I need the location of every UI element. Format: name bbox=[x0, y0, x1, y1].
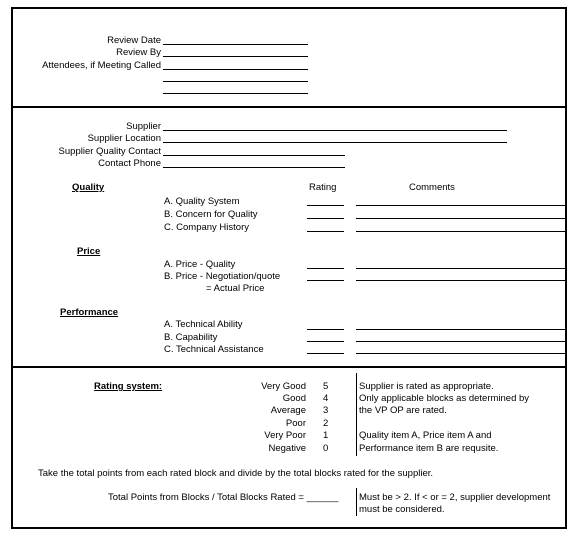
quality-item-a: A. Quality System bbox=[164, 196, 240, 207]
review-date-label: Review Date bbox=[107, 35, 161, 46]
performance-item-a: A. Technical Ability bbox=[164, 319, 243, 330]
scale-label: Negative bbox=[268, 443, 306, 454]
attendees-field-2[interactable] bbox=[163, 81, 308, 82]
price-heading: Price bbox=[77, 246, 101, 257]
scale-value: 5 bbox=[323, 381, 329, 392]
supplier-field[interactable] bbox=[163, 130, 507, 131]
scale-value: 2 bbox=[323, 418, 329, 429]
supplier-location-label: Supplier Location bbox=[87, 133, 161, 144]
instruction-text: Take the total points from each rated block and divide by the total blocks rated for the supplier. bbox=[38, 468, 434, 479]
scale-label: Very Poor bbox=[264, 430, 306, 441]
contact-phone-field[interactable] bbox=[163, 167, 345, 168]
performance-heading: Performance bbox=[60, 307, 119, 318]
price-a-comment-field[interactable] bbox=[356, 268, 566, 269]
quality-contact-label: Supplier Quality Contact bbox=[58, 146, 161, 157]
quality-heading: Quality bbox=[72, 182, 105, 193]
performance-a-rating-field[interactable] bbox=[307, 329, 344, 330]
performance-b-rating-field[interactable] bbox=[307, 341, 344, 342]
scale-label: Good bbox=[282, 393, 306, 404]
price-b-rating-field[interactable] bbox=[307, 280, 344, 281]
price-a-rating-field[interactable] bbox=[307, 268, 344, 269]
scale-value: 0 bbox=[323, 443, 329, 454]
quality-a-comment-field[interactable] bbox=[356, 205, 566, 206]
scale-label: Average bbox=[270, 405, 306, 416]
contact-phone-label: Contact Phone bbox=[98, 158, 161, 169]
rating-system-heading: Rating system: bbox=[94, 381, 163, 392]
price-actual: = Actual Price bbox=[206, 283, 265, 294]
rating-note: Performance item B are requsite. bbox=[359, 443, 499, 454]
rating-note: Supplier is rated as appropriate. bbox=[359, 381, 494, 392]
quality-b-comment-field[interactable] bbox=[356, 218, 566, 219]
performance-c-comment-field[interactable] bbox=[356, 353, 566, 354]
comments-column-header: Comments bbox=[409, 182, 455, 193]
formula-text: Total Points from Blocks / Total Blocks Rated = ______ bbox=[108, 492, 339, 503]
must-be-text: must be considered. bbox=[359, 504, 445, 515]
notes-divider bbox=[356, 373, 357, 456]
performance-c-rating-field[interactable] bbox=[307, 353, 344, 354]
attendees-label: Attendees, if Meeting Called bbox=[42, 60, 161, 71]
performance-item-b: B. Capability bbox=[164, 332, 218, 343]
review-date-field[interactable] bbox=[163, 44, 308, 45]
rating-note: Only applicable blocks as determined by bbox=[359, 393, 530, 404]
scale-value: 3 bbox=[323, 405, 329, 416]
quality-c-rating-field[interactable] bbox=[307, 231, 344, 232]
supplier-label: Supplier bbox=[126, 121, 161, 132]
price-item-b: B. Price - Negotiation/quote bbox=[164, 271, 281, 282]
performance-a-comment-field[interactable] bbox=[356, 329, 566, 330]
attendees-field-1[interactable] bbox=[163, 69, 308, 70]
quality-item-c: C. Company History bbox=[164, 222, 249, 233]
scale-label: Very Good bbox=[261, 381, 306, 392]
rating-note: Quality item A, Price item A and bbox=[359, 430, 492, 441]
review-by-field[interactable] bbox=[163, 56, 308, 57]
footer-divider bbox=[356, 488, 357, 516]
quality-contact-field[interactable] bbox=[163, 155, 345, 156]
must-be-text: Must be > 2. If < or = 2, supplier development bbox=[359, 492, 551, 503]
rating-note: the VP OP are rated. bbox=[359, 405, 447, 416]
review-by-label: Review By bbox=[116, 47, 161, 58]
quality-a-rating-field[interactable] bbox=[307, 205, 344, 206]
performance-b-comment-field[interactable] bbox=[356, 341, 566, 342]
price-item-a: A. Price - Quality bbox=[164, 259, 236, 270]
quality-item-b: B. Concern for Quality bbox=[164, 209, 258, 220]
quality-c-comment-field[interactable] bbox=[356, 231, 566, 232]
scale-label: Poor bbox=[285, 418, 306, 429]
quality-b-rating-field[interactable] bbox=[307, 218, 344, 219]
performance-item-c: C. Technical Assistance bbox=[164, 344, 264, 355]
scale-value: 4 bbox=[323, 393, 329, 404]
price-b-comment-field[interactable] bbox=[356, 280, 566, 281]
attendees-field-3[interactable] bbox=[163, 93, 308, 94]
scale-value: 1 bbox=[323, 430, 329, 441]
supplier-location-field[interactable] bbox=[163, 142, 507, 143]
rating-column-header: Rating bbox=[309, 182, 337, 193]
